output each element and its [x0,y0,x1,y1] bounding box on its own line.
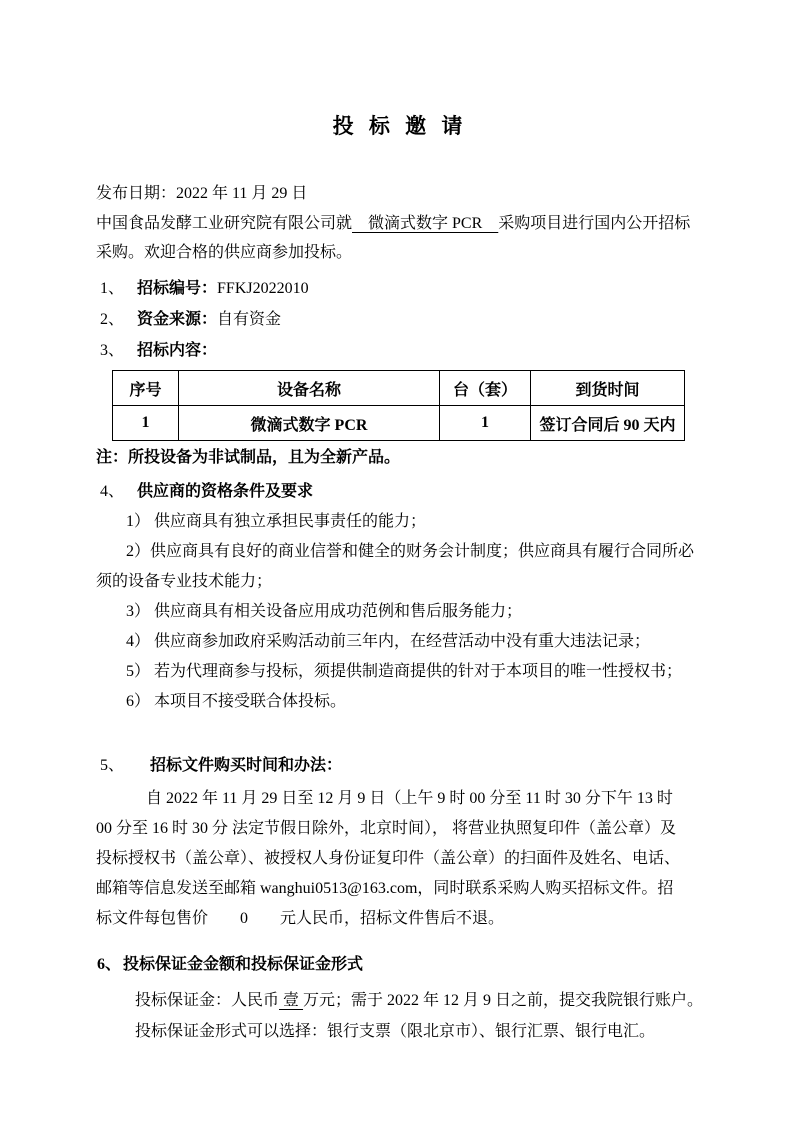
list-item-purchase-method [96,757,704,775]
list-item-bid-content [96,342,704,360]
qualification-2-line-1: 2）供应商具有良好的商业信誉和健全的财务会计制度；供应商具有履行合同所必 [126,543,695,560]
purchase-line-4: 邮箱等信息发送至邮箱 wanghui0513@163.com，同时联系采购人购买招标文件。招 [96,880,674,897]
deposit-text-pre: 投标保证金：人民币 [135,992,280,1009]
item-number: 2、 [100,311,125,328]
list-item-qualifications [96,483,704,501]
item-label: 投标保证金金额和投标保证金形式 [123,956,364,973]
bid-number-value: FFKJ2022010 [217,280,309,297]
item-label: 招标编号： [137,280,218,297]
qualification-5: 5） 若为代理商参与投标，须提供制造商提供的针对于本项目的唯一性授权书； [126,663,683,680]
cell-serial: 1 [113,406,179,441]
purchase-paragraph [96,784,704,934]
list-item-bid-deposit [96,956,704,974]
intro-line-1 [96,209,704,238]
purchase-line-1: 自 2022 年 11 月 29 日至 12 月 9 日（上午 9 时 00 分至 11 时 30 分下午 13 时 [146,790,673,807]
cell-delivery: 签订合同后 90 天内 [531,406,685,441]
qualification-3: 3） 供应商具有相关设备应用成功范例和售后服务能力； [126,603,523,620]
project-name-underlined: 微滴式数字 PCR [352,215,499,232]
deposit-amount-underlined: 壹 [279,992,304,1009]
qualifications-list [96,507,704,717]
bid-items-table [112,370,685,441]
table-note: 注：所投设备为非试制品，且为全新产品。 [96,449,401,466]
deposit-line-2: 投标保证金形式可以选择：银行支票（限北京市）、银行汇票、银行电汇。 [135,1023,656,1040]
intro-text-pre: 中国食品发酵工业研究院有限公司就 [96,215,353,232]
intro-text-post: 采购项目进行国内公开招标 [498,215,691,232]
deposit-line-1 [96,985,704,1016]
item-number: 5、 [100,757,125,774]
header-cell-equipment: 设备名称 [179,371,440,406]
header-cell-delivery: 到货时间 [531,371,685,406]
purchase-line-5: 标文件每包售价 0 元人民币，招标文件售后不退。 [96,910,505,927]
item-number: 3、 [100,342,125,359]
cell-equipment: 微滴式数字 PCR [179,406,440,441]
purchase-line-2: 00 分至 16 时 30 分 法定节假日除外，北京时间）， 将营业执照复印件（盖公章）及 [96,820,677,837]
qualification-2-line-2: 须的设备专业技术能力； [96,573,273,590]
table-header-row [113,371,685,406]
qualification-1: 1） 供应商具有独立承担民事责任的能力； [126,513,427,530]
list-item-bid-number [96,280,704,298]
intro-line-2: 采购。欢迎合格的供应商参加投标。 [96,244,353,261]
item-number: 6、 [97,956,122,973]
item-number: 1、 [100,280,125,297]
fund-source-value: 自有资金 [217,311,282,328]
cell-quantity: 1 [440,406,531,441]
deposit-paragraph [96,985,704,1047]
header-cell-serial: 序号 [113,371,179,406]
header-cell-quantity: 台（套） [440,371,531,406]
purchase-line-3: 投标授权书（盖公章）、被授权人身份证复印件（盖公章）的扫面件及姓名、电话、 [96,850,681,867]
deposit-text-post: 万元；需于 2022 年 12 月 9 日之前，提交我院银行账户。 [303,992,704,1009]
item-number: 4、 [100,483,125,500]
table-row [113,406,685,441]
intro-paragraph [96,209,704,267]
item-label: 招标内容： [137,342,218,359]
item-label: 招标文件购买时间和办法： [150,757,343,774]
qualification-4: 4） 供应商参加政府采购活动前三年内，在经营活动中没有重大违法记录； [126,633,651,650]
qualification-6: 6） 本项目不接受联合体投标。 [126,693,347,710]
list-item-fund-source [96,311,704,329]
item-label: 资金来源： [137,311,218,328]
item-label: 供应商的资格条件及要求 [137,483,314,500]
publish-date: 发布日期：2022 年 11 月 29 日 [96,185,308,202]
document-title: 投 标 邀 请 [332,114,468,138]
